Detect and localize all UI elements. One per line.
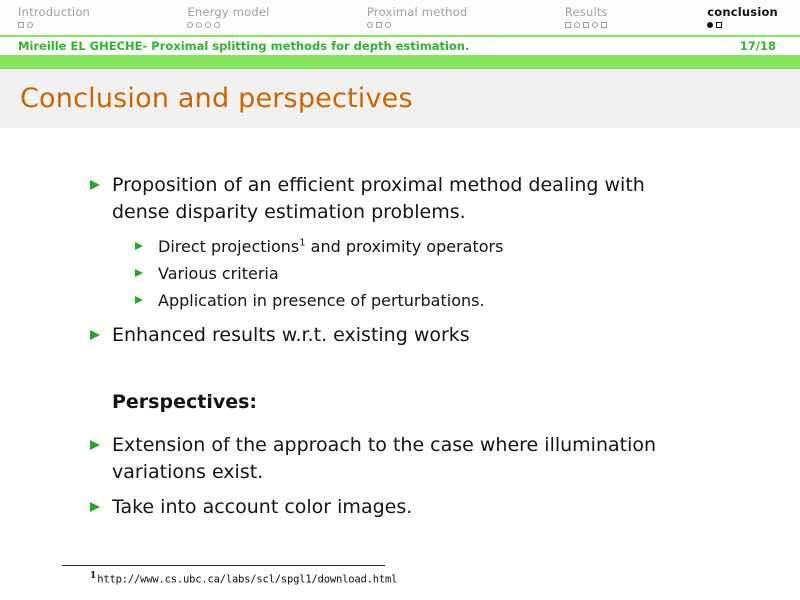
nav-bar xyxy=(0,0,800,35)
slide-title: Conclusion and perspectives xyxy=(20,83,413,114)
nav-circle-symbol[interactable] xyxy=(574,22,580,28)
bullet-triangle-icon xyxy=(135,269,143,277)
nav-circle-symbol[interactable] xyxy=(196,22,202,28)
nav-section-label: Proximal method xyxy=(367,5,468,19)
bullet-triangle-icon xyxy=(90,330,100,340)
footnote-marker: 1 xyxy=(90,571,97,581)
nav-frame-dots[interactable] xyxy=(565,22,610,30)
title-band xyxy=(0,69,800,128)
nav-square-symbol[interactable] xyxy=(18,22,24,28)
footnote xyxy=(62,565,397,586)
bullet-item xyxy=(0,172,712,226)
sub-bullet-item xyxy=(0,288,800,314)
nav-section-conclusion[interactable] xyxy=(707,6,778,35)
bullet-item xyxy=(0,322,712,349)
sub-bullet-item xyxy=(0,261,800,287)
nav-section-label: Introduction xyxy=(18,5,91,19)
nav-section-label: Results xyxy=(564,5,608,19)
nav-section-label: Energy model xyxy=(187,5,270,19)
nav-frame-dots[interactable] xyxy=(707,22,778,30)
status-bar xyxy=(0,37,800,55)
bullet-text: Take into account color images. xyxy=(112,496,413,518)
nav-frame-dots[interactable] xyxy=(187,22,269,30)
bullet-triangle-icon xyxy=(135,296,143,304)
nav-circle-symbol[interactable] xyxy=(385,22,391,28)
nav-circle-symbol[interactable] xyxy=(367,22,373,28)
green-accent-bar xyxy=(0,55,800,69)
nav-circle-symbol[interactable] xyxy=(592,22,598,28)
bullet-item xyxy=(0,432,712,486)
bullet-triangle-icon xyxy=(90,180,100,190)
nav-circle-symbol[interactable] xyxy=(214,22,220,28)
nav-circle-symbol[interactable] xyxy=(205,22,211,28)
bullet-text: Proposition of an efficient proximal method dealing with dense disparity estimation problems. xyxy=(112,174,645,223)
nav-circle-symbol[interactable] xyxy=(187,22,193,28)
bullet-triangle-icon xyxy=(90,502,100,512)
nav-section-proximal-method[interactable] xyxy=(367,6,467,35)
nav-square-symbol[interactable] xyxy=(565,22,571,28)
sub-bullet-text: Application in presence of perturbations. xyxy=(158,291,485,310)
nav-square-symbol[interactable] xyxy=(716,22,722,28)
sub-bullet-text: Direct projections$^1$ and proximity operators xyxy=(158,237,504,256)
nav-frame-dots[interactable] xyxy=(18,22,90,30)
nav-section-results[interactable] xyxy=(565,6,610,35)
slide-body xyxy=(0,128,800,600)
bullet-text: Extension of the approach to the case where illumination variations exist. xyxy=(112,434,657,483)
bullet-text: Enhanced results w.r.t. existing works xyxy=(112,324,470,346)
bullet-item xyxy=(0,494,712,521)
bullet-triangle-icon xyxy=(135,242,143,250)
sub-bullet-text: Various criteria xyxy=(158,264,279,283)
author-short-title: Mireille EL GHECHE- Proximal splitting methods for depth estimation. xyxy=(18,39,470,53)
perspectives-heading: Perspectives: xyxy=(112,391,258,413)
nav-circle-symbol[interactable] xyxy=(27,22,33,28)
nav-square-symbol[interactable] xyxy=(601,22,607,28)
sub-bullet-item xyxy=(0,234,800,260)
nav-square-symbol[interactable] xyxy=(376,22,382,28)
nav-filled-circle-symbol[interactable] xyxy=(707,22,713,28)
sub-bullet-list xyxy=(0,234,800,314)
nav-section-label: conclusion xyxy=(707,5,778,19)
nav-frame-dots[interactable] xyxy=(367,22,467,30)
footnote-url-link[interactable]: http://www.cs.ubc.ca/labs/scl/spgl1/download.html xyxy=(97,573,398,586)
page-number: 17/18 xyxy=(739,39,776,53)
footnote-reference: 1 xyxy=(299,237,306,249)
footnote-rule xyxy=(62,565,385,566)
footnote-line xyxy=(62,571,397,586)
nav-square-symbol[interactable] xyxy=(583,22,589,28)
nav-section-energy-model[interactable] xyxy=(187,6,269,35)
nav-section-introduction[interactable] xyxy=(18,6,90,35)
bullet-triangle-icon xyxy=(90,440,100,450)
